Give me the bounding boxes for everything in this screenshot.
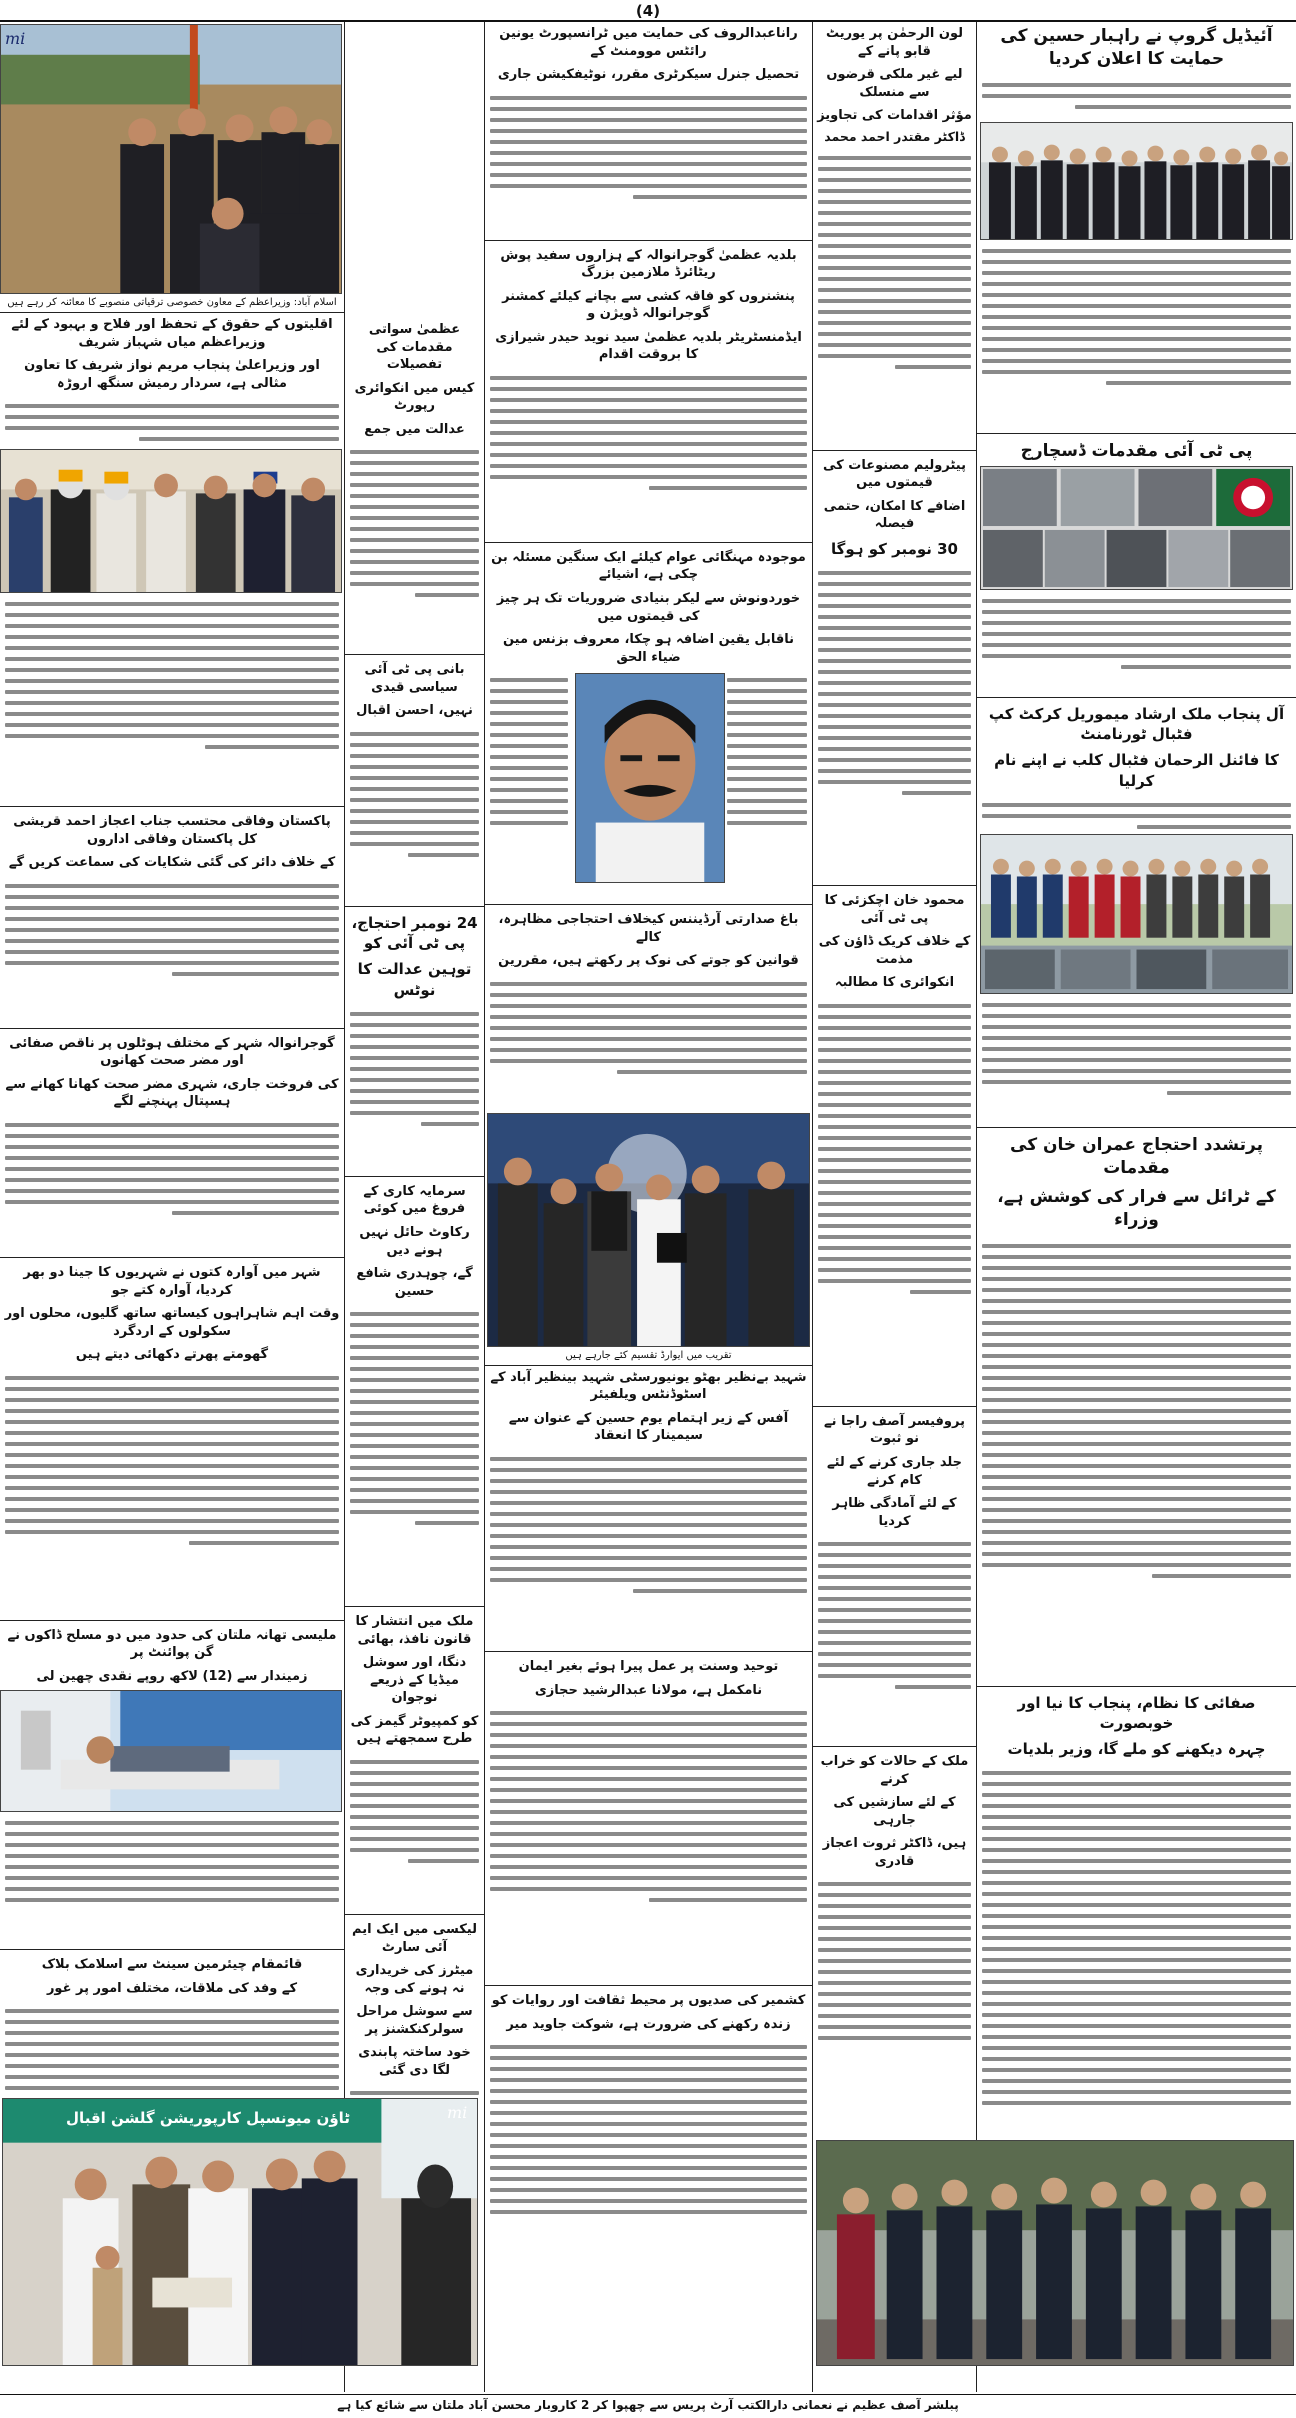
article-body <box>345 1303 484 1603</box>
headline-seminar-1: شہید بےنظیر بھٹو یونیورسٹی شہید بینظیر آباد کے اسٹوڈنٹس ویلفیئر <box>490 1369 807 1403</box>
headline-meters-3: سے سوشل مراحل سولرکنکشنز پر <box>356 2004 473 2037</box>
article-body <box>977 74 1296 122</box>
headline-pensioners-2: پنشنروں کو فاقہ کشی سے بچانے کیلئے کمشنر گوجرانوالہ ڈویژن و <box>502 288 795 322</box>
article-body <box>485 1702 812 1982</box>
headline-ombudsman-1: پاکستان وفاقی محتسب جناب اعجاز احمد قریشی کل پاکستان وفاقی اداروں <box>13 814 331 847</box>
headline-political-prisoner-1: بانی پی ٹی آئی سیاسی قیدی <box>364 662 465 695</box>
headline-inflation-3: ناقابل یقین اضافہ ہو چکا، معروف بزنس مین ضیاء الحق <box>502 632 795 665</box>
headline-conspiracy-2: کے لئے سازشیں کی جارہی <box>833 1795 956 1828</box>
headline-political-prisoner-2: نہیں، احسن اقبال <box>356 703 473 719</box>
column-4 <box>345 318 484 2098</box>
headline-investment-2: رکاوٹ حائل نہیں ہونے دیں <box>359 1225 470 1258</box>
headline-kashmir-2: زندہ رکھنے کی ضرورت ہے، شوکت جاوید میر <box>506 2016 791 2032</box>
headline-pensioners-3: ایڈمنسٹریٹر بلدیہ عظمیٰ سید نوید حیدر شیرازی کا بروقت اقدام <box>495 329 802 363</box>
byline: ڈاکٹر مقتدر احمد محمد <box>824 128 965 144</box>
column-5 <box>0 22 344 2092</box>
headline-pti-cases <box>977 437 1296 466</box>
article-body <box>485 973 812 1113</box>
headline-stray-dogs-1: شہر میں آوارہ کتوں نے شہریوں کا جینا دو بھر کردیا، آوارہ کتے جو <box>23 1265 321 1298</box>
photo-football-team <box>980 834 1293 994</box>
inflation-article <box>485 669 812 901</box>
headline-stray-dogs-3: گھومتے پھرتے دکھائی دیتے ہیں <box>75 1347 269 1363</box>
photo-municipal-event <box>2 2098 478 2366</box>
headline-seminar-2: آفس کے زیر اہتمام یوم حسین کے عنوان سے سیمینار کا انعقاد <box>508 1410 789 1444</box>
article-body <box>813 562 976 882</box>
page-number: (4) <box>635 2 661 20</box>
headline-inflation-2: خوردونوش سے لیکر بنیادی ضروریات تک ہر چیز کی قیمتوں میں <box>496 591 801 624</box>
headline-youth-1: ملک میں انتشار کا قانون نافذ، بھائی <box>355 1614 474 1647</box>
headline-azma-2: کیس میں انکوائری رپورٹ <box>354 380 475 414</box>
caption-site-visit: اسلام آباد: وزیراعظم کے معاون خصوصی ترقیاتی منصوبے کا معائنہ کر رہے ہیں <box>0 294 344 313</box>
headline-achakzai-2: کے خلاف کریک ڈاؤن کی مذمت <box>818 934 971 967</box>
article-body <box>485 669 573 901</box>
photo-pti-collage <box>980 466 1293 590</box>
headline-cleanliness: صفائی کا نظام، پنجاب کا نیا اور خوبصورت <box>1017 1693 1256 1732</box>
headline-robbery-1: ملیسی تھانہ ملتان کی حدود میں دو مسلح ڈاکوں نے گن پوائنٹ پر <box>7 1627 337 1661</box>
article-body <box>0 1367 344 1617</box>
article-body <box>485 2036 812 2296</box>
headline-contempt-1: 24 نومبر احتجاج، پی ٹی آئی کو <box>351 913 478 953</box>
headline-minorities-1: اقلیتوں کے حقوق کے تحفظ اور فلاح و بہبود کے لئے وزیراعظم میاں شہباز شریف <box>11 317 333 350</box>
photo-hospital-patient <box>0 1690 342 1812</box>
column-2 <box>813 22 976 2136</box>
headline-transport-union: راناعبدالروف کی حمایت میں ٹرانسپورٹ یونین رائٹس موومنٹ کے <box>499 26 798 59</box>
headline-youth-2: دنگا، اور سوشل میڈیا کے ذریعے نوجوان <box>362 1655 467 1706</box>
headline-tauheed-2: نامکمل ہے، مولانا عبدالرشید حجازی <box>534 1682 763 1698</box>
headline-contempt-2: توہین عدالت کا نوٹس <box>357 960 472 999</box>
headline-pti-b: ڈسچارج <box>1020 440 1086 461</box>
headline-debt-1: لون الرحمٰن پر یوریٹ قابو پانے کے <box>825 26 964 59</box>
headline-pensioners-1: بلدیہ عظمیٰ گوجرانوالہ کے ہزاروں سفید پوش ریٹائرڈ ملازمین بزرگ <box>500 247 797 281</box>
headline-debt-2: لیے غیر ملکی قرضوں سے منسلک <box>826 67 963 100</box>
article-body <box>813 147 976 447</box>
headline-inflation-1: موجودہ مہنگائی عوام کیلئے ایک سنگین مسئلہ بن چکی ہے، اشیائے <box>491 549 806 583</box>
photo-portrait-businessman <box>575 673 725 883</box>
headline-investment-3: گے، چوہدری شافع حسین <box>356 1266 473 1299</box>
article-body <box>977 994 1296 1124</box>
article-body <box>813 1873 976 2113</box>
headline-petrol-3: 30 نومبر کو ہوگا <box>831 539 958 558</box>
article-body <box>485 1448 812 1648</box>
headline-meters-2: میٹرز کی خریداری نہ ہونے کی وجہ <box>355 1963 474 1996</box>
article-body <box>345 2082 484 2098</box>
article-body <box>345 723 484 903</box>
photo-site-visit <box>0 24 342 294</box>
headline-debt-3: مؤثر اقدامات کی تجاویز <box>817 108 972 124</box>
headline-senate-2: کے وفد کی ملاقات، مختلف امور پر غور <box>46 1980 298 1996</box>
photo-sikh-delegation <box>0 449 342 593</box>
headline-kashmir-1: کشمیر کی صدیوں پر محیط ثقافت اور روایات کو <box>491 1993 806 2009</box>
headline-ideal-group: آئیڈیل گروپ نے راہبار حسین کی حمایت کا اعلان کردیا <box>1000 26 1273 69</box>
article-body <box>485 367 812 539</box>
headline-meters-4: خود ساختہ پابندی لگا دی گئی <box>358 2045 471 2078</box>
photo-group-meeting <box>980 122 1293 240</box>
article-body <box>345 1003 484 1173</box>
headline-conspiracy-3: ہیں، ڈاکٹر ثروت اعجاز قادری <box>822 1836 967 1869</box>
headline-professor-3: کے لئے آمادگی ظاہر کردیا <box>832 1496 957 1529</box>
headline-petrol-2: اضافے کا امکان، حتمی فیصلہ <box>823 498 966 532</box>
footer-imprint: پبلشر آصف عظیم نے نعمانی دارالکتب آرٹ پریس سے چھپوا کر 2 کاروبار محسن آباد ملتان سے شائع کیا ہے <box>0 2394 1296 2418</box>
headline-stray-dogs-2: وقت اہم شاہراہوں کیساتھ ساتھ گلیوں، محلوں اور سکولوں کے اردگرد <box>4 1306 340 1339</box>
article-body <box>977 240 1296 430</box>
headline-cleanliness-2: چہرہ دیکھنے کو ملے گا، وزیر بلدیات <box>1007 1740 1266 1759</box>
headline-meters-1: لیکسی میں ایک ایم آئی سارٹ <box>352 1922 477 1955</box>
headline-hotels-1: گوجرانوالہ شہر کے مختلف ہوٹلوں پر ناقص صفائی اور مضر صحت کھانوں <box>9 1035 335 1069</box>
headline-hotels-2: کی فروخت جاری، شہری مضر صحت کھانا کھانے سے ہسپتال پہنچنے لگے <box>5 1076 339 1110</box>
column-1 <box>977 22 1296 2392</box>
headline-conspiracy-1: ملک کے حالات کو خراب کرنے <box>820 1754 969 1787</box>
headline-azma-1: عظمیٰ سواتی مقدمات کی تفصیلات <box>368 322 461 373</box>
logo-mi: mi <box>447 2103 468 2122</box>
headline-ordinance-protest-2: قوانین کو جوتے کی نوک پر رکھتے ہیں، مقررین <box>498 953 799 969</box>
article-body <box>0 395 344 449</box>
article-body <box>813 995 976 1403</box>
headline-tauheed-1: توحید وسنت پر عمل پیرا ہوئے بغیر ایمان <box>518 1659 779 1675</box>
article-body <box>0 875 344 1025</box>
article-body <box>485 87 812 237</box>
article-body <box>345 1751 484 1911</box>
headline-professor-2: جلد جاری کرنے کے لئے کام کرنے <box>826 1455 963 1488</box>
article-body <box>722 669 812 901</box>
article-body <box>813 1533 976 1743</box>
article-body <box>977 590 1296 694</box>
article-body <box>345 441 484 651</box>
article-body <box>977 1235 1296 1683</box>
headline-petrol-1: پیٹرولیم مصنوعات کی قیمتوں میں <box>823 457 966 491</box>
caption-award-ceremony: تقریب میں ایوارڈ تقسیم کئے جارہے ہیں <box>485 1347 812 1366</box>
headline-investment-1: سرمایہ کاری کے فروغ میں کوئی <box>363 1183 466 1217</box>
headline-professor-1: پروفیسر آصف راجا نے نو ثبوت <box>824 1413 965 1447</box>
photo-delegation <box>816 2140 1294 2366</box>
article-body <box>0 1812 344 1946</box>
headline-senate-1: قائمقام چیئرمین سینٹ سے اسلامک بلاک <box>41 1957 303 1973</box>
article-body <box>977 794 1296 834</box>
headline-youth-3: کو کمپیوٹر گیمز کی طرح سمجھتے ہیں <box>350 1713 479 1747</box>
column-3 <box>485 22 812 2392</box>
headline-robbery-2: زمیندار سے (12) لاکھ روپے نقدی چھین لی <box>36 1668 308 1684</box>
article-body <box>0 593 344 803</box>
headline-football-final: کا فائنل الرحمان فٹبال کلب نے اپنے نام کرلیا <box>994 751 1279 790</box>
headline-transport-union-2: تحصیل جنرل سیکرٹری مقرر، نوٹیفکیشن جاری <box>497 67 800 83</box>
logo-mi: mi <box>5 29 26 48</box>
headline-violent-protest: پرتشدد احتجاج عمران خان کی مقدمات <box>1010 1134 1263 1178</box>
headline-achakzai-1: محمود خان اچکزئی کا پی ٹی آئی <box>824 893 965 926</box>
photo-award-ceremony <box>487 1113 810 1347</box>
headline-minorities-2: اور وزیراعلیٰ پنجاب مریم نواز شریف کا تعاون مثالی ہے، سردار رمیش سنگھ اروڑہ <box>24 358 320 391</box>
headline-violent-protest-2: کے ٹرائل سے فرار کی کوشش ہے، وزراء <box>997 1186 1276 1230</box>
article-body <box>0 2000 344 2092</box>
headline-football-tournament: آل پنجاب ملک ارشاد میموریل کرکٹ کپ فٹبال ٹورنامنٹ <box>988 704 1285 744</box>
headline-pti-a: پی ٹی آئی مقدمات <box>1091 440 1253 461</box>
headline-ordinance-protest: باغ صدارتی آرڈیننس کیخلاف احتجاجی مظاہرہ، کالے <box>498 912 799 945</box>
headline-azma-3: عدالت میں جمع <box>364 421 465 437</box>
banner-municipal-title: ٹاؤن میونسپل کارپوریشن گلشن اقبال <box>66 2109 350 2127</box>
headline-achakzai-3: انکوائری کا مطالبہ <box>834 975 955 991</box>
headline-ombudsman-2: کے خلاف دائر کی گئی شکایات کی سماعت کریں گے <box>8 855 336 871</box>
article-body <box>0 1114 344 1254</box>
